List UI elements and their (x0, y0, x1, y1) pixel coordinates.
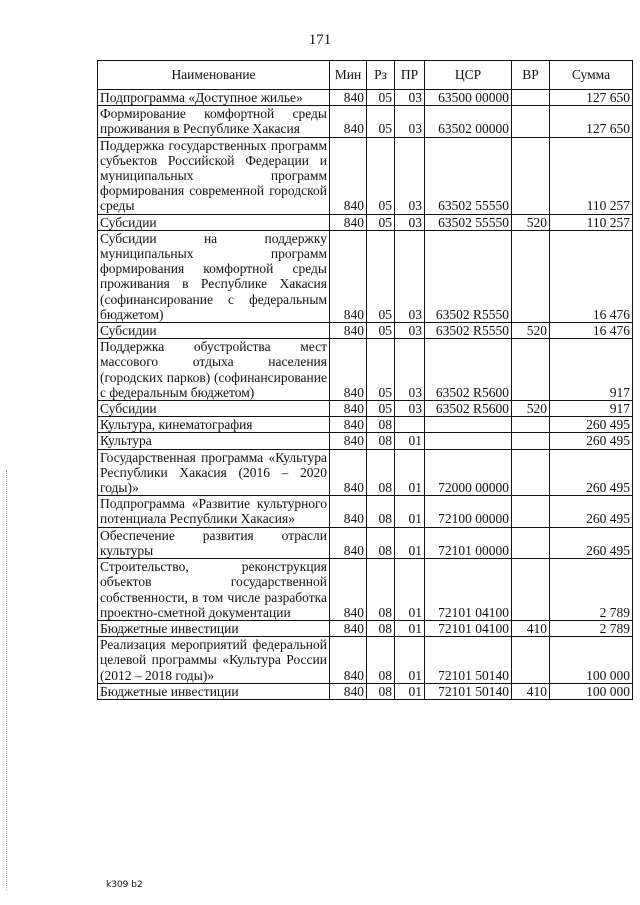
cell-vr: 520 (512, 323, 550, 339)
cell-name: Бюджетные инвестиции (98, 683, 330, 699)
cell-pr: 03 (395, 401, 425, 417)
cell-pr: 01 (395, 527, 425, 558)
cell-vr: 520 (512, 401, 550, 417)
scan-edge-mark (6, 470, 8, 890)
cell-pr: 03 (395, 214, 425, 230)
cell-rz: 05 (367, 137, 395, 214)
cell-csr: 63502 R5550 (425, 230, 512, 322)
table-row (98, 214, 633, 230)
cell-pr: 03 (395, 230, 425, 322)
cell-min: 840 (330, 496, 367, 527)
cell-min: 840 (330, 449, 367, 496)
cell-min: 840 (330, 230, 367, 322)
table-row (98, 106, 633, 137)
cell-csr: 63502 55550 (425, 214, 512, 230)
cell-csr: 72101 00000 (425, 527, 512, 558)
cell-pr (395, 417, 425, 433)
cell-csr: 63502 R5600 (425, 401, 512, 417)
cell-vr (512, 417, 550, 433)
cell-name: Обеспечение развития отрасли культуры (98, 527, 330, 558)
cell-pr: 03 (395, 106, 425, 137)
cell-sum: 16 476 (550, 230, 633, 322)
cell-vr (512, 637, 550, 684)
cell-pr: 01 (395, 637, 425, 684)
table-row (98, 323, 633, 339)
cell-name: Формирование комфортной среды проживания в Республике Хакасия (98, 106, 330, 137)
table-row (98, 637, 633, 684)
cell-min: 840 (330, 417, 367, 433)
cell-csr: 72101 04100 (425, 620, 512, 636)
cell-rz: 05 (367, 230, 395, 322)
cell-name: Субсидии (98, 214, 330, 230)
table-row (98, 339, 633, 401)
cell-sum: 100 000 (550, 683, 633, 699)
cell-sum: 260 495 (550, 433, 633, 449)
cell-sum: 127 650 (550, 106, 633, 137)
cell-name: Государственная программа «Культура Республики Хакасия (2016 – 2020 годы)» (98, 449, 330, 496)
cell-rz: 08 (367, 559, 395, 621)
table-row (98, 683, 633, 699)
cell-min: 840 (330, 214, 367, 230)
cell-name: Бюджетные инвестиции (98, 620, 330, 636)
cell-vr: 520 (512, 214, 550, 230)
cell-name: Субсидии (98, 323, 330, 339)
cell-name: Строительство, реконструкция объектов государственной собственности, в том числе разработка проектно-сметной документации (98, 559, 330, 621)
table-row (98, 433, 633, 449)
cell-pr: 01 (395, 496, 425, 527)
cell-name: Реализация мероприятий федеральной целевой программы «Культура России (2012 – 2018 годы)» (98, 637, 330, 684)
cell-vr (512, 433, 550, 449)
cell-csr: 63500 00000 (425, 90, 512, 106)
cell-min: 840 (330, 137, 367, 214)
cell-min: 840 (330, 433, 367, 449)
header-rz: Рз (367, 61, 395, 90)
cell-rz: 08 (367, 433, 395, 449)
cell-vr (512, 106, 550, 137)
table-row (98, 620, 633, 636)
table-row (98, 527, 633, 558)
cell-pr: 03 (395, 339, 425, 401)
header-name: Наименование (98, 61, 330, 90)
cell-pr: 01 (395, 433, 425, 449)
cell-sum: 260 495 (550, 449, 633, 496)
cell-csr: 72000 00000 (425, 449, 512, 496)
cell-vr (512, 559, 550, 621)
cell-min: 840 (330, 401, 367, 417)
cell-min: 840 (330, 339, 367, 401)
page-number: 171 (308, 32, 332, 48)
cell-pr: 01 (395, 559, 425, 621)
cell-pr: 01 (395, 683, 425, 699)
cell-name: Культура (98, 433, 330, 449)
cell-csr (425, 417, 512, 433)
cell-rz: 08 (367, 496, 395, 527)
cell-csr: 72100 00000 (425, 496, 512, 527)
cell-pr: 03 (395, 323, 425, 339)
cell-rz: 08 (367, 637, 395, 684)
cell-name: Подпрограмма «Доступное жилье» (98, 90, 330, 106)
cell-sum: 917 (550, 339, 633, 401)
cell-min: 840 (330, 559, 367, 621)
cell-min: 840 (330, 323, 367, 339)
cell-vr: 410 (512, 620, 550, 636)
cell-vr (512, 449, 550, 496)
cell-vr (512, 339, 550, 401)
table-row (98, 401, 633, 417)
header-pr: ПР (395, 61, 425, 90)
cell-rz: 05 (367, 339, 395, 401)
cell-rz: 05 (367, 323, 395, 339)
cell-min: 840 (330, 106, 367, 137)
cell-sum: 260 495 (550, 527, 633, 558)
table-row (98, 449, 633, 496)
cell-name: Поддержка государственных программ субъектов Российской Федерации и муниципальных программ формирования современной городской среды (98, 137, 330, 214)
cell-csr: 72101 50140 (425, 637, 512, 684)
cell-vr (512, 527, 550, 558)
cell-pr: 01 (395, 449, 425, 496)
cell-name: Субсидии (98, 401, 330, 417)
cell-csr: 63502 R5550 (425, 323, 512, 339)
cell-rz: 08 (367, 417, 395, 433)
cell-csr (425, 433, 512, 449)
cell-sum: 16 476 (550, 323, 633, 339)
cell-min: 840 (330, 527, 367, 558)
table-row (98, 137, 633, 214)
cell-csr: 63502 55550 (425, 137, 512, 214)
cell-min: 840 (330, 620, 367, 636)
header-csr: ЦСР (425, 61, 512, 90)
cell-vr (512, 90, 550, 106)
cell-rz: 05 (367, 106, 395, 137)
cell-rz: 05 (367, 90, 395, 106)
cell-rz: 08 (367, 620, 395, 636)
cell-sum: 127 650 (550, 90, 633, 106)
cell-vr (512, 496, 550, 527)
header-vr: ВР (512, 61, 550, 90)
table-row (98, 230, 633, 322)
cell-pr: 03 (395, 137, 425, 214)
cell-csr: 63502 R5600 (425, 339, 512, 401)
table-row (98, 559, 633, 621)
cell-vr (512, 137, 550, 214)
cell-rz: 05 (367, 214, 395, 230)
cell-sum: 100 000 (550, 637, 633, 684)
table-row (98, 417, 633, 433)
cell-sum: 2 789 (550, 559, 633, 621)
cell-pr: 01 (395, 620, 425, 636)
cell-csr: 63502 00000 (425, 106, 512, 137)
table-row (98, 496, 633, 527)
cell-name: Культура, кинематография (98, 417, 330, 433)
table-header-row (98, 61, 633, 90)
cell-sum: 260 495 (550, 496, 633, 527)
table-body (98, 90, 633, 700)
cell-vr (512, 230, 550, 322)
cell-min: 840 (330, 683, 367, 699)
cell-name: Подпрограмма «Развитие культурного потенциала Республики Хакасия» (98, 496, 330, 527)
cell-vr: 410 (512, 683, 550, 699)
cell-min: 840 (330, 90, 367, 106)
cell-min: 840 (330, 637, 367, 684)
cell-sum: 2 789 (550, 620, 633, 636)
cell-name: Субсидии на поддержку муниципальных программ формирования комфортной среды проживания в Республике Хакасия (софинансирование с федеральным бюджетом) (98, 230, 330, 322)
cell-name: Поддержка обустройства мест массового отдыха населения (городских парков) (софинансирование с федеральным бюджетом) (98, 339, 330, 401)
cell-rz: 08 (367, 683, 395, 699)
header-sum: Сумма (550, 61, 633, 90)
cell-sum: 917 (550, 401, 633, 417)
cell-csr: 72101 50140 (425, 683, 512, 699)
cell-rz: 08 (367, 449, 395, 496)
budget-table (97, 60, 633, 700)
cell-rz: 08 (367, 527, 395, 558)
header-min: Мин (330, 61, 367, 90)
cell-sum: 260 495 (550, 417, 633, 433)
cell-pr: 03 (395, 90, 425, 106)
cell-sum: 110 257 (550, 137, 633, 214)
cell-sum: 110 257 (550, 214, 633, 230)
table-row (98, 90, 633, 106)
cell-rz: 05 (367, 401, 395, 417)
footer-code: k309 b2 (106, 880, 143, 890)
cell-csr: 72101 04100 (425, 559, 512, 621)
